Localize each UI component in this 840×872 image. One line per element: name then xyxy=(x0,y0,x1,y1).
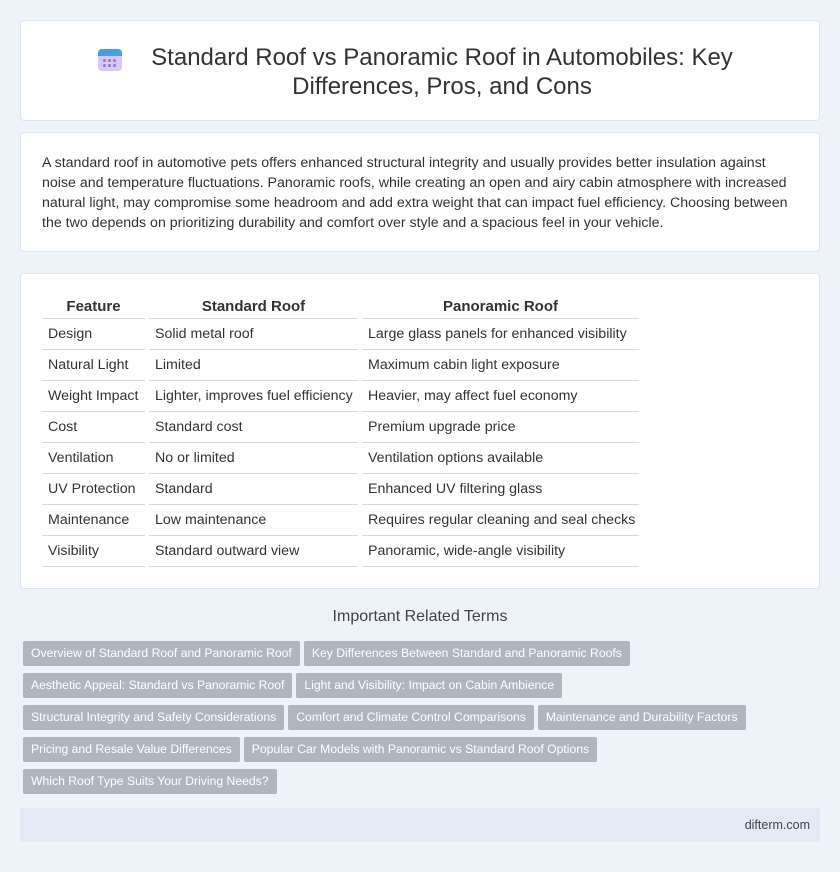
cell-panoramic-roof: Maximum cabin light exposure xyxy=(360,349,639,380)
cell-feature: Weight Impact xyxy=(42,380,147,411)
related-tag[interactable]: Key Differences Between Standard and Panoramic Roofs xyxy=(304,641,630,666)
cell-feature: Maintenance xyxy=(42,504,147,535)
footer xyxy=(20,808,820,842)
table-body xyxy=(42,318,639,566)
cell-panoramic-roof: Premium upgrade price xyxy=(360,411,639,442)
comparison-card xyxy=(20,273,820,589)
related-tag[interactable]: Pricing and Resale Value Differences xyxy=(23,737,240,762)
cell-standard-roof: Low maintenance xyxy=(147,504,360,535)
cell-standard-roof: No or limited xyxy=(147,442,360,473)
tag-row xyxy=(23,769,813,794)
related-terms-title: Important Related Terms xyxy=(332,608,508,625)
related-tag[interactable]: Which Roof Type Suits Your Driving Needs? xyxy=(23,769,277,794)
calendar-icon xyxy=(98,47,122,71)
cell-feature: Visibility xyxy=(42,535,147,566)
tag-row xyxy=(23,705,813,730)
page-title: Standard Roof vs Panoramic Roof in Automobiles: Key Differences, Pros, and Cons xyxy=(151,44,733,100)
tag-row xyxy=(23,641,813,666)
cell-panoramic-roof: Requires regular cleaning and seal checks xyxy=(360,504,639,535)
tag-row xyxy=(23,737,813,762)
cell-standard-roof: Solid metal roof xyxy=(147,318,360,349)
intro-paragraph: A standard roof in automotive pets offers enhanced structural integrity and usually provides better insulation against noise and temperature fluctuations. Panoramic roofs, while creating an open and airy cabin atmosphere with increased natural light, may compromise some headroom and add extra weight that can impact fuel efficiency. Choosing between the two depends on prioritizing durability and comfort over style and a spacious feel in your vehicle. xyxy=(42,155,788,231)
related-tag[interactable]: Structural Integrity and Safety Considerations xyxy=(23,705,284,730)
table-row xyxy=(42,318,639,349)
header-feature: Feature xyxy=(42,296,147,318)
cell-panoramic-roof: Heavier, may affect fuel economy xyxy=(360,380,639,411)
cell-feature: Cost xyxy=(42,411,147,442)
cell-feature: Design xyxy=(42,318,147,349)
related-tag[interactable]: Comfort and Climate Control Comparisons xyxy=(288,705,534,730)
header-panoramic-roof: Panoramic Roof xyxy=(360,296,639,318)
cell-standard-roof: Standard outward view xyxy=(147,535,360,566)
cell-standard-roof: Lighter, improves fuel efficiency xyxy=(147,380,360,411)
table-row xyxy=(42,504,639,535)
cell-panoramic-roof: Ventilation options available xyxy=(360,442,639,473)
related-tag[interactable]: Aesthetic Appeal: Standard vs Panoramic Roof xyxy=(23,673,292,698)
tag-row xyxy=(23,673,813,698)
related-tag[interactable]: Popular Car Models with Panoramic vs Standard Roof Options xyxy=(244,737,597,762)
table-header-row xyxy=(42,296,639,318)
related-tag[interactable]: Maintenance and Durability Factors xyxy=(538,705,746,730)
table-row xyxy=(42,473,639,504)
table-row xyxy=(42,411,639,442)
table-row xyxy=(42,380,639,411)
title-wrap xyxy=(21,43,819,101)
table-row xyxy=(42,349,639,380)
intro-card xyxy=(20,132,820,252)
cell-feature: Ventilation xyxy=(42,442,147,473)
comparison-table xyxy=(42,296,639,567)
cell-feature: UV Protection xyxy=(42,473,147,504)
cell-standard-roof: Standard xyxy=(147,473,360,504)
table-row xyxy=(42,535,639,566)
table-row xyxy=(42,442,639,473)
cell-panoramic-roof: Large glass panels for enhanced visibility xyxy=(360,318,639,349)
related-tag[interactable]: Light and Visibility: Impact on Cabin Ambience xyxy=(296,673,562,698)
cell-panoramic-roof: Panoramic, wide-angle visibility xyxy=(360,535,639,566)
title-card xyxy=(20,20,820,121)
related-tag[interactable]: Overview of Standard Roof and Panoramic Roof xyxy=(23,641,300,666)
related-tags xyxy=(23,641,813,801)
cell-panoramic-roof: Enhanced UV filtering glass xyxy=(360,473,639,504)
header-standard-roof: Standard Roof xyxy=(147,296,360,318)
cell-feature: Natural Light xyxy=(42,349,147,380)
cell-standard-roof: Limited xyxy=(147,349,360,380)
cell-standard-roof: Standard cost xyxy=(147,411,360,442)
footer-site-link[interactable]: difterm.com xyxy=(744,818,810,832)
